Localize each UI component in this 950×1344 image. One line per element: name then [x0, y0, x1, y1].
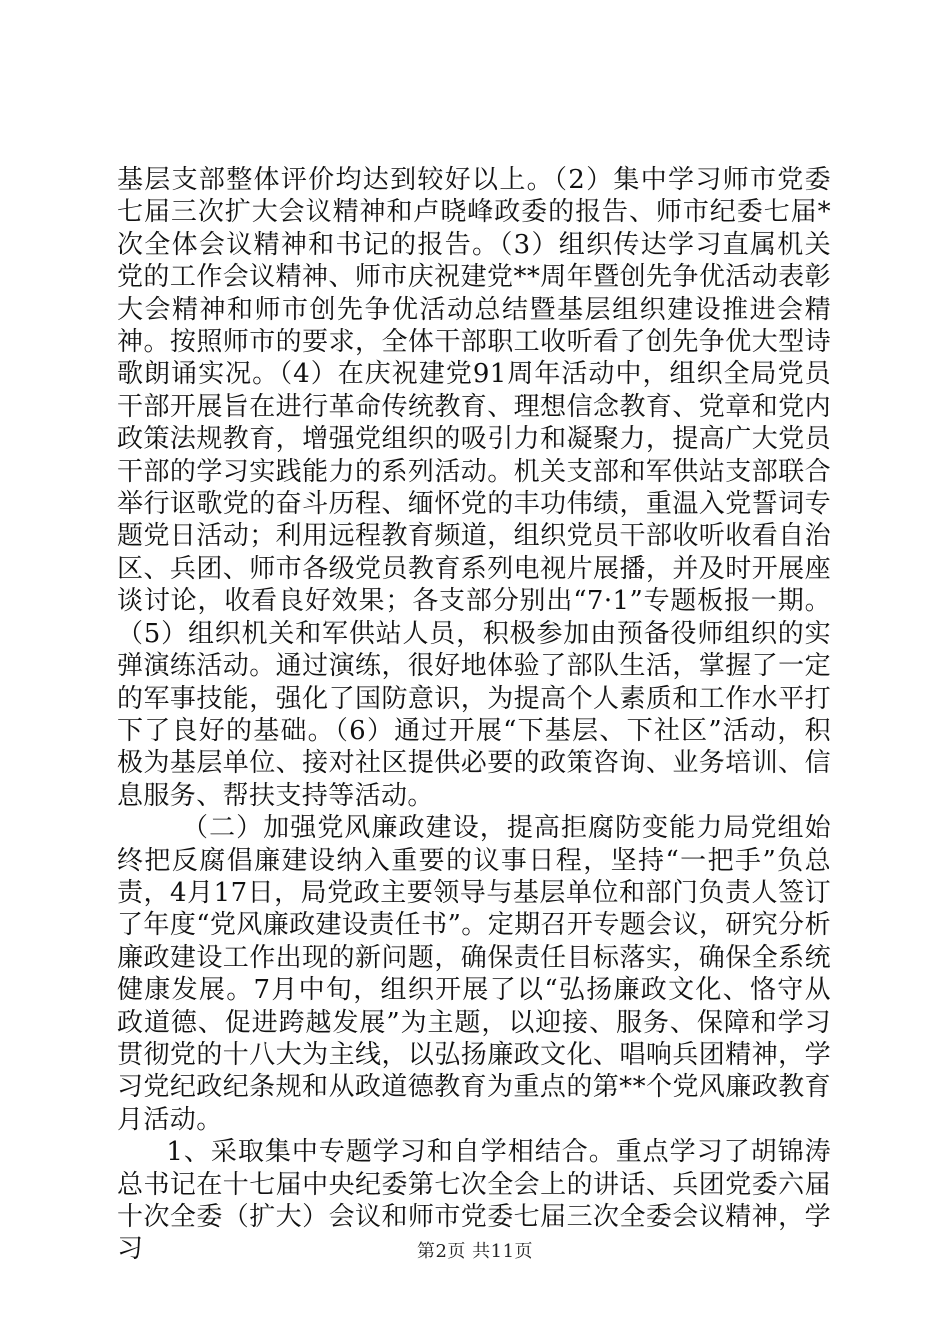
paragraph-clean-governance: （二）加强党风廉政建设，提高拒腐防变能力局党组始终把反腐倡廉建设纳入重要的议事日程，坚持“一把手”负总责，4月17日，局党政主要领导与基层单位和部门负责人签订了年度“党风廉政建设责任书”。定期召开专题会议，研究分析廉政建设工作出现的新问题，确保责任目标落实，确保全系统健康发展。7月中旬，组织开展了以“弘扬廉政文化、恪守从政道德、促进跨越发展”为主题，以迎接、服务、保障和学习贯彻党的十八大为主线，以弘扬廉政文化、唱响兵团精神，学习党纪政纪条规和从政道德教育为重点的第**个党风廉政教育月活动。	[117, 813, 831, 1135]
document-body	[117, 164, 831, 1266]
paragraph-party-activities: 基层支部整体评价均达到较好以上。（2）集中学习师市党委七届三次扩大会议精神和卢晓峰政委的报告、师市纪委七届*次全体会议精神和书记的报告。（3）组织传达学习直属机关党的工作会议精神、师市庆祝建党**周年暨创先争优活动表彰大会精神和师市创先争优活动总结暨基层组织建设推进会精神。按照师市的要求，全体干部职工收听看了创先争优大型诗歌朗诵实况。（4）在庆祝建党91周年活动中，组织全局党员干部开展旨在进行革命传统教育、理想信念教育、党章和党内政策法规教育，增强党组织的吸引力和凝聚力，提高广大党员干部的学习实践能力的系列活动。机关支部和军供站支部联合举行讴歌党的奋斗历程、缅怀党的丰功伟绩，重温入党誓词专题党日活动；利用远程教育频道，组织党员干部收听收看自治区、兵团、师市各级党员教育系列电视片展播，并及时开展座谈讨论，收看良好效果；各支部分别出“7·1”专题板报一期。（5）组织机关和军供站人员，积极参加由预备役师组织的实弹演练活动。通过演练，很好地体验了部队生活，掌握了一定的军事技能，强化了国防意识，为提高个人素质和工作水平打下了良好的基础。（6）通过开展“下基层、下社区”活动，积极为基层单位、接对社区提供必要的政策咨询、业务培训、信息服务、帮扶支持等活动。	[117, 165, 831, 811]
paragraph-study-method: 1、采取集中专题学习和自学相结合。重点学习了胡锦涛总书记在十七届中央纪委第七次全会上的讲话、兵团党委六届十次全委（扩大）会议和师市党委七届三次全委会议精神，学习	[117, 1137, 831, 1265]
page-number-footer: 第2页 共11页	[416, 1241, 534, 1262]
